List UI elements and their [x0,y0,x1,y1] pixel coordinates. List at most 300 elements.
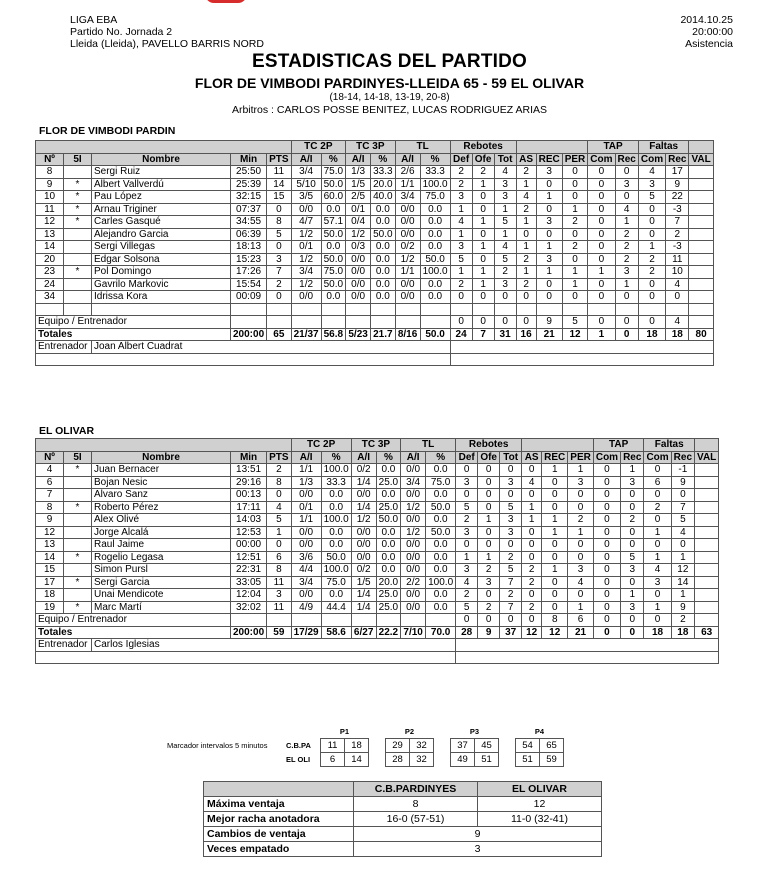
player-cell: 1 [644,601,671,614]
player-cell: 0.0 [321,489,351,502]
player-cell: Edgar Solsona [92,253,231,266]
player-cell: 50.0 [321,228,345,241]
player-cell: 1 [472,266,494,279]
player-cell: 10 [666,266,689,279]
player-cell: 4 [36,464,64,477]
player-cell: * [64,178,92,191]
player-cell: 11 [267,576,291,589]
player-cell: 2 [522,564,542,577]
totals-cell: 63 [695,626,719,639]
player-cell: 17 [36,576,64,589]
player-cell: Sergi Villegas [92,241,231,254]
player-cell: 06:39 [231,228,267,241]
player-cell: 0 [615,166,638,179]
column-header: PER [568,451,594,464]
player-cell: 0 [593,526,620,539]
player-cell: 0 [472,253,494,266]
player-cell: 32:15 [231,191,267,204]
blank-row [36,353,714,366]
player-cell: 3 [494,278,516,291]
player-cell: 0 [522,589,542,602]
empty-cell [689,253,713,266]
player-cell: 20 [36,253,64,266]
player-cell: 0/0 [346,278,371,291]
column-header: PTS [267,153,291,166]
player-cell: 23 [36,266,64,279]
coach-label: Entrenador [36,639,92,652]
player-cell: Rogelio Legasa [92,551,231,564]
player-cell: 0 [516,228,536,241]
player-cell: 100.0 [420,266,450,279]
player-cell: 3 [621,601,644,614]
totals-cell: 22.2 [376,626,400,639]
player-cell: 0 [562,178,588,191]
player-cell: 3 [456,476,478,489]
player-cell: 0.0 [420,241,450,254]
player-cell: 20.0 [376,576,400,589]
player-cell: 5 [267,514,291,527]
player-cell: 0 [500,539,522,552]
player-cell: 1/4 [351,589,376,602]
player-cell: 0 [568,589,594,602]
empty-cell [494,303,516,316]
player-cell [64,539,92,552]
player-cell: 13 [36,539,64,552]
player-cell: 0 [666,291,689,304]
player-cell: 8 [267,564,291,577]
column-header: Rec [671,451,694,464]
interval-team: EL OLI [286,754,311,764]
player-cell: 0.0 [420,228,450,241]
team-row-cell: 0 [638,316,665,329]
empty-cell [346,316,371,329]
player-cell: 5 [500,501,522,514]
empty-cell [371,316,395,329]
player-cell: 0.0 [426,551,456,564]
player-cell: 0.0 [420,278,450,291]
player-cell: 0/0 [401,464,426,477]
player-cell: Gavrilo Markovic [92,278,231,291]
player-cell: 0 [562,228,588,241]
empty-cell [689,291,713,304]
player-cell: 1 [478,514,500,527]
player-cell: 5 [494,216,516,229]
player-cell: 24 [36,278,64,291]
player-cell: 0 [536,178,562,191]
column-header: REC [542,451,568,464]
totals-cell: 70.0 [426,626,456,639]
player-cell: 2 [500,551,522,564]
player-cell: 0.0 [371,278,395,291]
totals-cell: 0 [621,626,644,639]
interval-team: C.B.PA [286,740,311,750]
player-cell: 0/0 [395,216,420,229]
summary-team-header: EL OLIVAR [478,782,602,797]
coach-name: Carlos Iglesias [92,639,456,652]
player-cell: 0 [568,551,594,564]
player-cell: 14:03 [231,514,267,527]
player-cell: 1 [472,216,494,229]
player-cell: 25.0 [376,501,400,514]
player-cell: 0.0 [321,539,351,552]
player-cell: 0.0 [321,291,345,304]
empty-cell [516,303,536,316]
interval-score: 29 [386,738,410,752]
player-cell: * [64,501,92,514]
player-cell: 4 [450,216,472,229]
player-cell: 14 [36,551,64,564]
header-right [680,14,733,50]
player-cell: 50.0 [426,501,456,514]
empty-cell [689,228,713,241]
player-cell: 0 [644,464,671,477]
totals-label: Totales [36,328,231,341]
player-cell: * [64,601,92,614]
totals-cell: 7/10 [401,626,426,639]
player-cell: 0 [456,464,478,477]
player-cell: 0 [638,278,665,291]
player-cell: 19 [36,601,64,614]
player-cell: 5 [456,501,478,514]
empty-cell [450,341,713,354]
player-cell: Alex Olivé [92,514,231,527]
player-cell: 0 [450,291,472,304]
totals-cell: 56.8 [321,328,345,341]
player-cell: 2 [456,589,478,602]
group-header: TAP [593,439,644,452]
player-cell: 14 [671,576,694,589]
player-cell: 1 [588,266,615,279]
player-cell: 0/2 [351,564,376,577]
column-header-row [36,153,714,166]
player-cell: 7 [36,489,64,502]
player-cell: 14 [36,241,64,254]
summary-label: Mejor racha anotadora [204,812,354,827]
venue: Lleida (Lleida), PAVELLO BARRIS NORD [70,38,264,50]
totals-cell: 7 [472,328,494,341]
summary-value: 9 [354,827,602,842]
player-cell: 7 [267,266,291,279]
column-header: Rec [621,451,644,464]
attendance-label: Asistencia [685,38,733,50]
player-cell: 0 [542,551,568,564]
player-cell: 2 [494,266,516,279]
column-header: VAL [689,153,713,166]
empty-cell [291,316,321,329]
player-cell: 3 [500,514,522,527]
interval-score: 11 [321,738,345,752]
player-cell: 50.0 [426,526,456,539]
empty-cell [92,303,231,316]
player-cell: 4 [568,576,594,589]
gap-cell [434,752,451,766]
player-cell: 2 [456,514,478,527]
column-header: Nº [36,451,64,464]
player-cell: 1 [478,551,500,564]
column-header: Com [644,451,671,464]
player-cell: 0 [472,191,494,204]
player-cell: 29:16 [231,476,267,489]
empty-cell [346,303,371,316]
player-cell: 2 [450,278,472,291]
player-cell: 2 [516,253,536,266]
player-cell: 25:39 [231,178,267,191]
group-header: Faltas [638,141,689,154]
player-cell: 0.0 [426,514,456,527]
player-cell: 13:51 [231,464,267,477]
player-cell: 0 [621,501,644,514]
player-cell: 1 [568,464,594,477]
player-cell: 3/5 [291,191,321,204]
player-cell: 1 [472,178,494,191]
interval-score: 6 [321,752,345,766]
player-cell: 2 [450,166,472,179]
player-cell: 15:54 [231,278,267,291]
summary-row [204,827,602,842]
player-row [36,489,719,502]
empty-cell [689,203,713,216]
player-cell: 1/5 [351,576,376,589]
group-header-blank [522,439,594,452]
player-cell: 4/4 [291,564,321,577]
player-cell: 0/0 [346,253,371,266]
player-cell: 0 [536,228,562,241]
player-cell: 0.0 [420,203,450,216]
player-cell: 3 [615,266,638,279]
player-cell: 2/5 [346,191,371,204]
player-cell: 17 [666,166,689,179]
player-cell: 1 [536,266,562,279]
totals-cell: 18 [644,626,671,639]
player-cell: 3 [267,253,291,266]
player-cell: Arnau Triginer [92,203,231,216]
empty-cell [395,303,420,316]
player-cell: 0 [522,489,542,502]
player-cell: 8 [36,166,64,179]
totals-cell: 1 [588,328,615,341]
player-cell: 0/0 [401,551,426,564]
blank-row [36,303,714,316]
player-cell: 0.0 [321,203,345,216]
empty-cell [376,614,400,627]
player-cell: 0.0 [376,564,400,577]
player-cell: 57.1 [321,216,345,229]
player-cell: 0.0 [426,539,456,552]
player-row [36,178,714,191]
empty-cell [456,651,719,664]
player-cell: 00:13 [231,489,267,502]
player-row [36,291,714,304]
empty-cell [371,303,395,316]
player-cell: 4 [494,241,516,254]
player-row [36,191,714,204]
column-header: Tot [494,153,516,166]
empty-cell [536,303,562,316]
player-cell: 1/2 [401,526,426,539]
player-cell: 2 [478,601,500,614]
player-cell: 1 [522,514,542,527]
player-cell: 0/0 [346,266,371,279]
top-accent-bar [0,0,779,6]
player-cell: 3/4 [395,191,420,204]
team-name-away: EL OLIVAR [39,425,95,437]
column-header: A/I [346,153,371,166]
game-time: 20:00:00 [692,26,733,38]
player-cell: 0 [638,228,665,241]
player-cell: 5 [456,601,478,614]
totals-cell: 59 [267,626,291,639]
player-cell [64,228,92,241]
player-cell: 0.0 [371,241,395,254]
player-cell: 0 [522,464,542,477]
player-cell: 0 [267,203,291,216]
player-cell: 0 [621,576,644,589]
player-cell: 0 [542,589,568,602]
player-cell: Sergi Garcia [92,576,231,589]
player-cell: 2 [516,166,536,179]
totals-cell: 18 [666,328,689,341]
player-row [36,501,719,514]
team-row-label: Equipo / Entrenador [36,614,231,627]
player-cell [64,526,92,539]
gap-cell [369,725,386,738]
player-cell: 0 [562,291,588,304]
empty-cell [689,178,713,191]
player-cell: 50.0 [321,253,345,266]
empty-cell [689,266,713,279]
player-cell: 4 [456,576,478,589]
empty-cell [588,303,615,316]
player-cell: 0.0 [321,241,345,254]
player-cell: * [64,203,92,216]
home-stats-table [35,140,714,366]
empty-cell [231,316,267,329]
player-cell: 1 [542,514,568,527]
empty-cell [321,303,345,316]
intervals-label: Marcador intervalos 5 minutos [167,741,268,750]
empty-cell [321,316,345,329]
column-header: 5I [64,451,92,464]
intervals-table [286,725,564,767]
player-cell: 0 [478,489,500,502]
column-header: Com [588,153,615,166]
group-header-blank [36,439,292,452]
player-cell: 0/0 [401,589,426,602]
group-header: TL [395,141,450,154]
player-cell: 0 [593,576,620,589]
column-header: AS [522,451,542,464]
group-header-blank [516,141,588,154]
player-cell: 0 [588,178,615,191]
player-cell: 3/4 [401,476,426,489]
player-cell: 0 [542,489,568,502]
totals-cell: 37 [500,626,522,639]
player-cell: 07:37 [231,203,267,216]
interval-score: 37 [451,738,475,752]
summary-row [204,842,602,857]
player-cell: 1 [472,241,494,254]
coach-row [36,639,719,652]
player-cell: 0/0 [346,291,371,304]
totals-cell: 58.6 [321,626,351,639]
team-row-cell: 6 [568,614,594,627]
column-header: REC [536,153,562,166]
player-cell: 6 [644,476,671,489]
player-cell: 25.0 [376,589,400,602]
player-cell: 34 [36,291,64,304]
player-cell: 00:00 [231,539,267,552]
player-cell [64,514,92,527]
player-cell: 0.0 [420,291,450,304]
player-cell: 1 [450,228,472,241]
player-cell: 6 [267,551,291,564]
player-cell: 3 [536,216,562,229]
player-cell: 100.0 [420,178,450,191]
player-cell: 50.0 [321,278,345,291]
period-label: P4 [534,726,545,736]
player-cell [64,589,92,602]
player-cell: 0 [542,601,568,614]
player-cell: 0 [478,539,500,552]
totals-cell: 80 [689,328,713,341]
player-cell: 2 [562,241,588,254]
empty-cell [456,639,719,652]
player-cell: 11 [267,166,291,179]
player-cell: 0 [568,489,594,502]
player-cell: 0 [478,501,500,514]
player-cell: 0/0 [291,539,321,552]
totals-cell: 0 [593,626,620,639]
player-cell: 4 [516,191,536,204]
player-cell: 0/2 [351,464,376,477]
player-cell: 0 [472,291,494,304]
player-cell: 0 [472,228,494,241]
player-cell: 0.0 [426,489,456,502]
player-cell: 0 [588,253,615,266]
player-cell: 0/0 [351,489,376,502]
player-row [36,216,714,229]
player-cell: 3 [500,526,522,539]
empty-cell [638,303,665,316]
player-cell: 25.0 [376,601,400,614]
player-cell: 0 [593,501,620,514]
player-cell: 3/6 [291,551,321,564]
player-cell: 0/0 [401,601,426,614]
player-cell: 50.0 [371,228,395,241]
team-row [36,316,714,329]
totals-cell: 31 [494,328,516,341]
player-cell: 100.0 [321,514,351,527]
player-cell: 75.0 [426,476,456,489]
league-name: LIGA EBA [70,14,118,26]
player-row [36,203,714,216]
team-row-cell: 9 [536,316,562,329]
empty-cell [231,614,267,627]
player-cell: 75.0 [321,266,345,279]
player-cell: 2 [472,166,494,179]
player-cell: 0 [562,166,588,179]
player-cell: 1 [621,464,644,477]
player-cell: 3 [450,191,472,204]
team-name-home: FLOR DE VIMBODI PARDIN [39,125,176,137]
interval-score: 32 [410,738,434,752]
empty-cell [267,303,291,316]
column-header: Ofe [478,451,500,464]
player-cell: 0 [267,291,291,304]
interval-score: 59 [540,752,564,766]
player-cell: 1/1 [395,266,420,279]
player-cell: 2/2 [401,576,426,589]
